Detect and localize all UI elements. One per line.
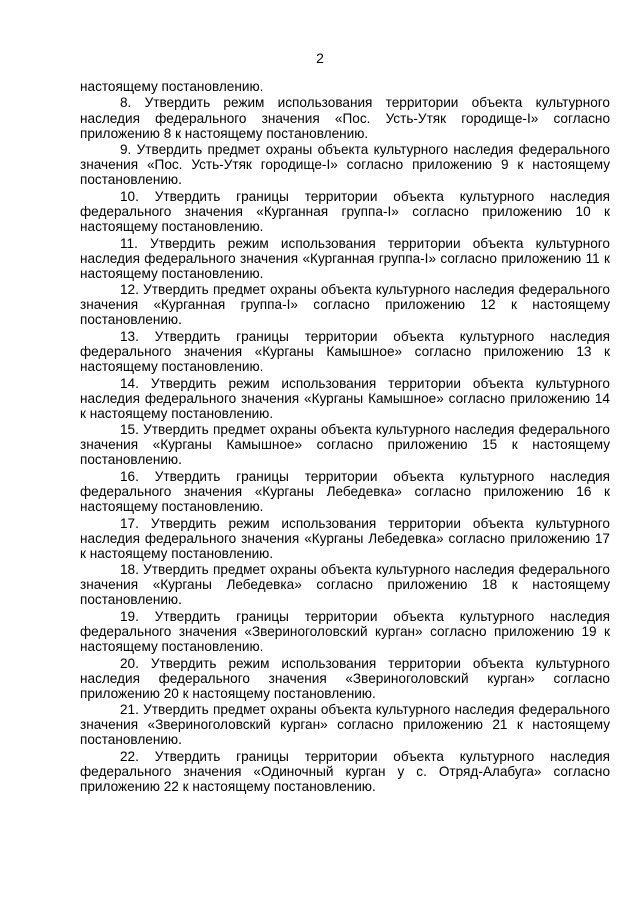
paragraph-item-17: 17. Утвердить режим использования территории объекта культурного наследия федерального значения «Курганы Лебедевка» согласно приложению 17 к настоящему постановлению. <box>80 515 610 561</box>
paragraph-item-10: 10. Утвердить границы территории объекта культурного наследия федерального значения «Курганная группа-I» согласно приложению 10 к настоящему постановлению. <box>80 188 610 235</box>
paragraph-item-9: 9. Утвердить предмет охраны объекта культурного наследия федерального значения «Пос. Усть-Утяк городище-I» согласно приложению 9 к настоящему постановлению. <box>80 142 610 188</box>
paragraph-continuation: настоящему постановлению. <box>80 79 264 94</box>
document-body <box>80 79 610 796</box>
paragraph-item-8: 8. Утвердить режим использования территории объекта культурного наследия федерального значения «Пос. Усть-Утяк городище-I» согласно приложению 8 к настоящему постановлению. <box>80 95 610 141</box>
paragraph-item-18: 18. Утвердить предмет охраны объекта культурного наследия федерального значения «Курганы Лебедевка» согласно приложению 18 к настоящему постановлению. <box>80 562 610 608</box>
paragraph-item-20: 20. Утвердить режим использования территории объекта культурного наследия федерального значения «Звериноголовский курган» согласно приложению 20 к настоящему постановлению. <box>80 655 610 701</box>
paragraph-item-22: 22. Утвердить границы территории объекта культурного наследия федерального значения «Одиночный курган у с. Отряд-Алабуга» согласно приложению 22 к настоящему постановлению. <box>80 748 610 795</box>
paragraph-item-19: 19. Утвердить границы территории объекта культурного наследия федерального значения «Звериноголовский курган» согласно приложению 19 к настоящему постановлению. <box>80 608 610 655</box>
paragraph-item-16: 16. Утвердить границы территории объекта культурного наследия федерального значения «Курганы Лебедевка» согласно приложению 16 к настоящему постановлению. <box>80 468 610 515</box>
paragraph-item-15: 15. Утвердить предмет охраны объекта культурного наследия федерального значения «Курганы Камышное» согласно приложению 15 к настоящему постановлению. <box>80 422 610 468</box>
paragraph-item-11: 11. Утвердить режим использования территории объекта культурного наследия федерального значения «Курганная группа-I» согласно приложению 11 к настоящему постановлению. <box>80 235 610 281</box>
paragraph-item-13: 13. Утвердить границы территории объекта культурного наследия федерального значения «Курганы Камышное» согласно приложению 13 к настоящему постановлению. <box>80 328 610 375</box>
paragraph-item-14: 14. Утвердить режим использования территории объекта культурного наследия федерального значения «Курганы Камышное» согласно приложению 14 к настоящему постановлению. <box>80 375 610 421</box>
page-number: 2 <box>316 50 324 66</box>
paragraph-item-21: 21. Утвердить предмет охраны объекта культурного наследия федерального значения «Звериноголовский курган» согласно приложению 21 к настоящему постановлению. <box>80 702 610 748</box>
paragraph-item-12: 12. Утвердить предмет охраны объекта культурного наследия федерального значения «Курганная группа-I» согласно приложению 12 к настоящему постановлению. <box>80 282 610 328</box>
